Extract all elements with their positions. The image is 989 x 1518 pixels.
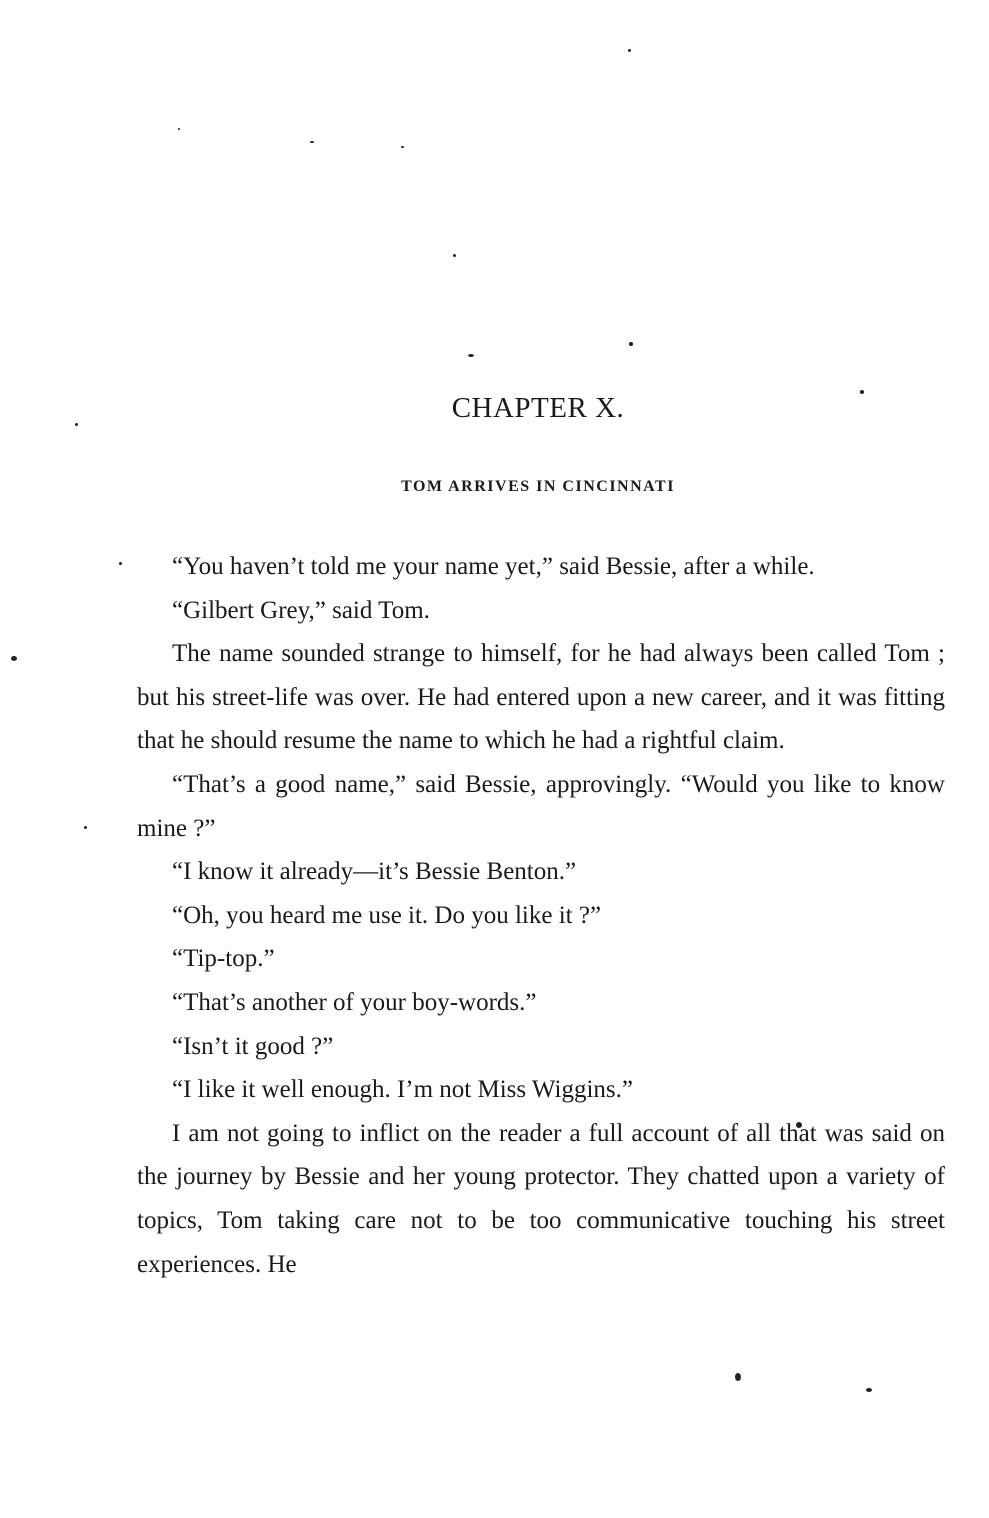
- chapter-body: [137, 545, 945, 1286]
- scan-speck: [866, 1388, 872, 1392]
- paragraph: “I know it already—it’s Bessie Benton.”: [172, 858, 577, 886]
- paragraph: “Gilbert Grey,” said Tom.: [172, 596, 430, 624]
- scan-speck: [453, 254, 456, 257]
- scan-speck: [310, 141, 314, 143]
- paragraph: “Tip-top.”: [172, 945, 275, 973]
- paragraph: “I like it well enough. I’m not Miss Wiggins.”: [172, 1076, 633, 1104]
- paragraph: “You haven’t told me your name yet,” said Bessie, after a while.: [172, 553, 815, 580]
- scan-speck: [178, 128, 180, 130]
- paragraph: “Isn’t it good ?”: [172, 1032, 334, 1060]
- paragraph: “That’s another of your boy-words.”: [172, 988, 537, 1016]
- scan-speck: [468, 354, 474, 357]
- scan-speck: [735, 1373, 741, 1381]
- paragraph: “Oh, you heard me use it. Do you like it ?”: [172, 901, 602, 929]
- paragraph: “That’s a good name,” said Bessie, approvingly. “Would you like to know mine ?”: [137, 770, 945, 842]
- chapter-title: CHAPTER X.: [451, 392, 625, 424]
- scan-speck: [401, 146, 404, 148]
- scan-speck: [11, 656, 17, 661]
- chapter-subtitle: TOM ARRIVES IN CINCINNATI: [401, 478, 675, 495]
- scan-speck: [629, 342, 633, 346]
- scan-speck: [84, 826, 87, 829]
- paragraph: I am not going to inflict on the reader a full account of all that was said on the journey by Bessie and her young protector. They chatted upon a variety of topics, Tom taking care not to be too communicative touching his street experiences. He: [137, 1119, 945, 1278]
- scan-speck: [628, 49, 631, 52]
- paragraph: The name sounded strange to himself, for he had always been called Tom ; but his street-life was over. He had entered upon a new career, and it was fitting that he should resume the name to which he had a rightful claim.: [137, 640, 945, 755]
- scan-speck: [119, 562, 122, 565]
